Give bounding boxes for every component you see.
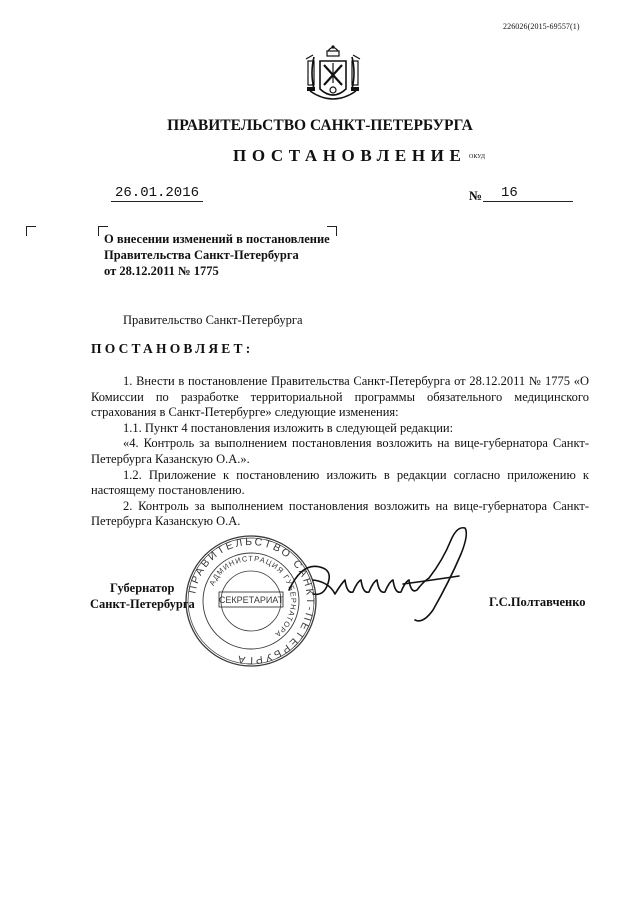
signer-name: Г.С.Полтавченко (489, 595, 586, 609)
paragraph: 1.1. Пункт 4 постановления изложить в следующей редакции: (123, 420, 454, 435)
seal-inner-text: АДМИНИСТРАЦИЯ ГУБЕРНАТОРА (207, 553, 299, 640)
paragraph: 2. Контроль за выполнением постановления возложить на вице-губернатора Санкт-Петербурга Казанскую О.А. (91, 498, 589, 529)
coat-of-arms-icon (304, 43, 362, 109)
role-line: Санкт-Петербурга (90, 597, 195, 611)
role-line: Губернатор (110, 581, 175, 595)
paragraph: «4. Контроль за выполнением постановления возложить на вице-губернатора Санкт-Петербурга Казанскую О.А.». (91, 436, 589, 466)
subject-line: от 28.12.2011 № 1775 (104, 264, 219, 278)
seal-center-text: СЕКРЕТАРИАТ (218, 595, 284, 605)
document-kind: ПОСТАНОВЛЕНИЕ (233, 146, 467, 165)
intro-text: Правительство Санкт-Петербурга (123, 313, 303, 327)
document-subject (104, 231, 330, 279)
document-date: 26.01.2016 (111, 185, 203, 202)
paragraph: 1. Внести в постановление Правительства Санкт-Петербурга от 28.12.2011 № 1775 «О Комиссии по разработке территориальной программы обязательного медицинского страхования в Санкт-Петербурге» следующие изменения: (91, 374, 589, 420)
margin-corner-mark (26, 226, 36, 236)
okud-label: ОКУД (469, 154, 485, 160)
number-sign: № (469, 188, 483, 203)
seal-outer-text: ПРАВИТЕЛЬСТВО САНКТ-ПЕТЕРБУРГА (186, 535, 317, 667)
signatory-role (90, 580, 195, 612)
government-title: ПРАВИТЕЛЬСТВО САНКТ-ПЕТЕРБУРГА (167, 117, 473, 134)
subject-line: О внесении изменений в постановление (104, 232, 330, 246)
paragraph: 1.2. Приложение к постановлению изложить в редакции согласно приложению к настоящему постановлению. (91, 467, 589, 498)
resolution-body (91, 374, 589, 530)
handwritten-signature (283, 520, 473, 630)
document-number: 16 (483, 185, 573, 202)
subject-line: Правительства Санкт-Петербурга (104, 248, 299, 262)
document-id: 226026(2015-69557(1) (503, 22, 580, 31)
resolves-heading: ПОСТАНОВЛЯЕТ: (91, 341, 254, 356)
